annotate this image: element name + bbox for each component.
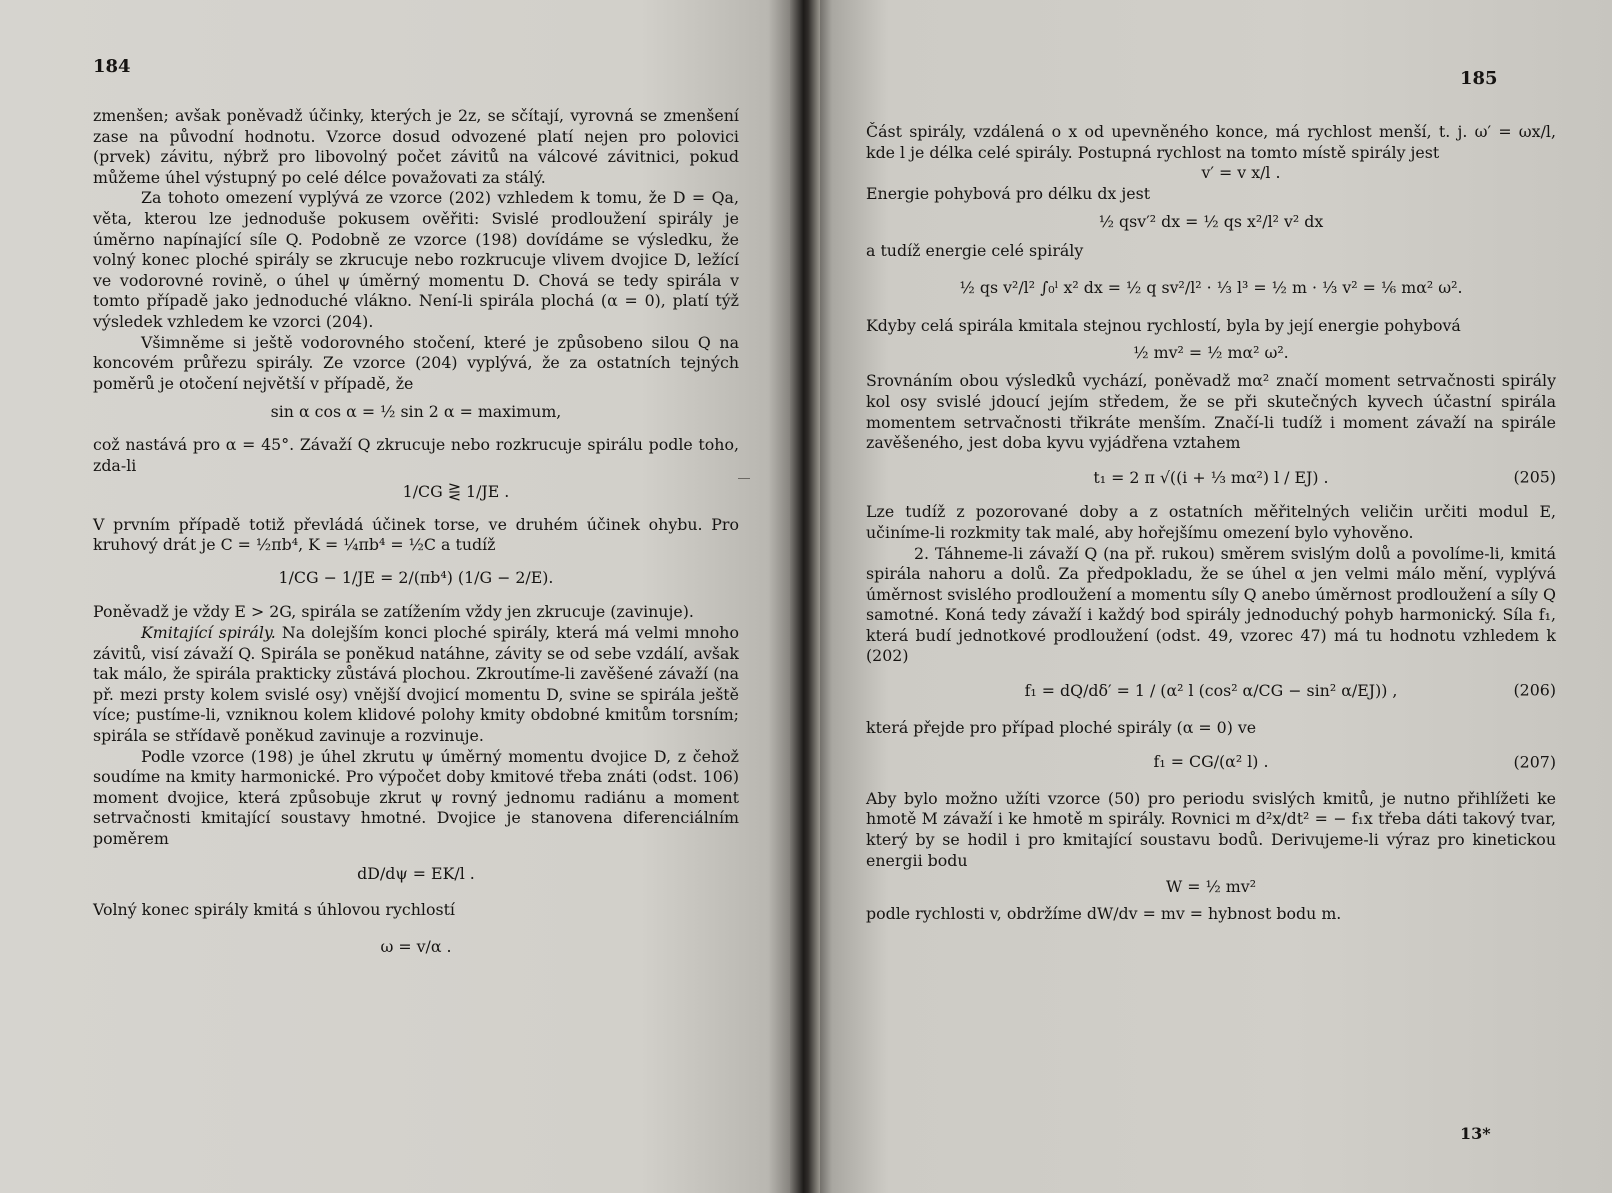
page-number: 185 xyxy=(1460,68,1498,89)
left-page-text xyxy=(93,106,739,973)
paragraph: což nastává pro α = 45°. Závaží Q zkrucuje nebo rozkrucuje spirálu podle toho, zda-li xyxy=(93,434,739,475)
right-page-text xyxy=(866,122,1556,924)
paragraph: zmenšen; avšak poněvadž účinky, kterých je 2z, se sčítají, vyrovná se zmenšení zase na původní hodnotu. Vzorce dosud odvozené platí nejen pro polovici (prvek) závitu, nýbrž pro libovolný počet závitů na válcové závitnici, pokud můžeme úhel výstupný po celé délce považovati za stálý. xyxy=(93,106,739,187)
paragraph: která přejde pro případ ploché spirály (α = 0) ve xyxy=(866,717,1257,737)
book-gutter xyxy=(790,0,820,1193)
signature-mark: 13* xyxy=(1460,1124,1491,1143)
paragraph: podle rychlosti v, obdržíme dW/dv = mv = hybnost bodu m. xyxy=(866,903,1342,923)
equation-dd-dpsi: dD/dψ = EK/l . xyxy=(357,863,475,883)
paragraph: Podle vzorce (198) je úhel zkrutu ψ úměrný momentu dvojice D, z čehož soudíme na kmity harmonické. Pro výpočet doby kmitové třeba znáti (odst. 106) moment dvojice, která způsobuje zkrut ψ rovný jednomu radiánu a moment setrvačnosti kmitající soustavy hmotné. Dvojice je stanovena diferenciálním poměrem xyxy=(93,746,739,848)
equation-difference: 1/CG − 1/JE = 2/(πb⁴) (1/G − 2/E). xyxy=(278,567,554,587)
equation-207 xyxy=(866,752,1556,773)
equation-energy-dx: ½ qsv′² dx = ½ qs x²/l² v² dx xyxy=(1098,212,1324,232)
paragraph: Srovnáním obou výsledků vychází, poněvadž mα² značí moment setrvačnosti spirály kol osy svislé jdoucí jejím středem, že se při skutečných kyvech účastní spirála momentem setrvačnosti třikráte menším. Značí-li tudíž i moment závaží na spirále zavěšeného, jest doba kyvu vyjádřena vztahem xyxy=(866,371,1556,453)
paragraph: Volný konec spirály kmitá s úhlovou rychlostí xyxy=(93,900,455,920)
paragraph: Za tohoto omezení vyplývá ze vzorce (202) vzhledem k tomu, že D = Qa, věta, kterou lze jednoduše pokusem ověřiti: Svislé prodloužení spirály je úměrno napínající síle Q. Podobně ze vzorce (198) dovídáme se výsledku, že volný konec ploché spirály se zkrucuje nebo rozkrucuje vlivem dvojice D, ležící ve vodorovné rovině, o úhel ψ úměrný momentu D. Chová se tedy spirála v tomto případě jako jednoduché vlákno. Není-li spirála plochá (α = 0), platí týž výsledek vzhledem ke vzorci (204). xyxy=(93,188,739,331)
equation-number: (206) xyxy=(1513,681,1556,701)
equation-omega: ω = v/α . xyxy=(380,936,452,956)
paragraph: Lze tudíž z pozorované doby a z ostatních měřitelných veličin určiti modul E, učiníme-li rozkmity tak malé, aby hořejšímu omezení bylo vyhověno. xyxy=(866,502,1556,542)
paragraph: Část spirály, vzdálená o x od upevněného konce, má rychlost menší, t. j. ω′ = ωx/l, kde l je délka celé spirály. Postupná rychlost na tomto místě spirály jest xyxy=(866,122,1556,162)
section-heading: Kmitající spirály. xyxy=(141,623,276,643)
right-page xyxy=(808,0,1612,1193)
paragraph: Aby bylo možno užíti vzorce (50) pro periodu svislých kmitů, je nutno přihlížeti ke hmotě M závaží i ke hmotě m spirály. Rovnici m d²x/dt² = − f₁x třeba dáti takový tvar, který by se hodil i pro kmitající soustavu bodů. Derivujeme-li výraz pro kinetickou energii bodu xyxy=(866,788,1556,870)
page-number: 184 xyxy=(93,56,131,77)
equation-205 xyxy=(866,468,1556,489)
equation-integral: ½ qs v²/l² ∫₀ˡ x² dx = ½ q sv²/l² · ⅓ l³ = ½ m · ⅓ v² = ⅙ mα² ω². xyxy=(959,277,1463,297)
equation-W: W = ½ mv² xyxy=(1165,877,1257,897)
paragraph: Všimněme si ještě vodorovného stočení, které je způsobeno silou Q na koncovém průřezu spirály. Ze vzorce (204) vyplývá, že za ostatních tejných poměrů je otočení největší v případě, že xyxy=(93,332,739,393)
equation-text: f₁ = dQ/dδ′ = 1 / (α² l (cos² α/CG − sin² α/EJ)) , xyxy=(1024,681,1398,701)
paragraph: Energie pohybová pro délku dx jest xyxy=(866,183,1151,203)
paragraph: a tudíž energie celé spirály xyxy=(866,240,1084,260)
left-page xyxy=(0,0,800,1193)
equation-206 xyxy=(866,681,1556,702)
equation-v-prime: v′ = v x/l . xyxy=(1201,163,1281,183)
paragraph: Poněvadž je vždy E > 2G, spirála se zatížením vždy jen zkrucuje (zavinuje). xyxy=(93,602,694,622)
equation-text: f₁ = CG/(α² l) . xyxy=(1153,752,1269,772)
paragraph: V prvním případě totiž převládá účinek torse, ve druhém účinek ohybu. Pro kruhový drát je C = ½πb⁴, K = ¼πb⁴ = ½C a tudíž xyxy=(93,514,739,555)
equation-cg-je: 1/CG ⋛ 1/JE . xyxy=(402,482,510,502)
paragraph: 2. Táhneme-li závaží Q (na př. rukou) směrem svislým dolů a povolíme-li, kmitá spirála nahoru a dolů. Za předpokladu, že se úhel α jen velmi málo mění, vyplývá úměrnost svislého prodloužení a momentu síly Q anebo úměrnost prodloužení a síly Q samotné. Koná tedy závaží i každý bod spirály jednoduchý pohyb harmonický. Síla f₁, která budí jednotkové prodloužení (odst. 49, vzorec 47) má tu hodnotu vzhledem k (202) xyxy=(866,543,1556,666)
paragraph xyxy=(93,623,739,747)
equation-mv2: ½ mv² = ½ mα² ω². xyxy=(1133,342,1289,362)
equation-text: t₁ = 2 π √((i + ⅓ mα²) l / EJ) . xyxy=(1093,467,1329,487)
equation-number: (207) xyxy=(1513,752,1556,772)
margin-mark xyxy=(738,478,750,479)
equation-number: (205) xyxy=(1513,467,1556,487)
equation-maximum: sin α cos α = ½ sin 2 α = maximum, xyxy=(270,402,562,422)
paragraph: Kdyby celá spirála kmitala stejnou rychlostí, byla by její energie pohybová xyxy=(866,316,1461,336)
paragraph-text: Na dolejším konci ploché spirály, která má velmi mnoho závitů, visí závaží Q. Spirála se poněkud natáhne, závity se od sebe vzdálí, avšak tak málo, že spirála prakticky zůstává plochou. Zkroutíme-li zavěšené závaží (na př. mezi prsty kolem svislé osy) vnější dvojicí momentu D, svine se spirála ještě více; pustíme-li, vzniknou kolem klidové polohy kmity obdobné kmitům torsním; spirála se střídavě poněkud zavinuje a rozvinuje. xyxy=(93,623,739,746)
